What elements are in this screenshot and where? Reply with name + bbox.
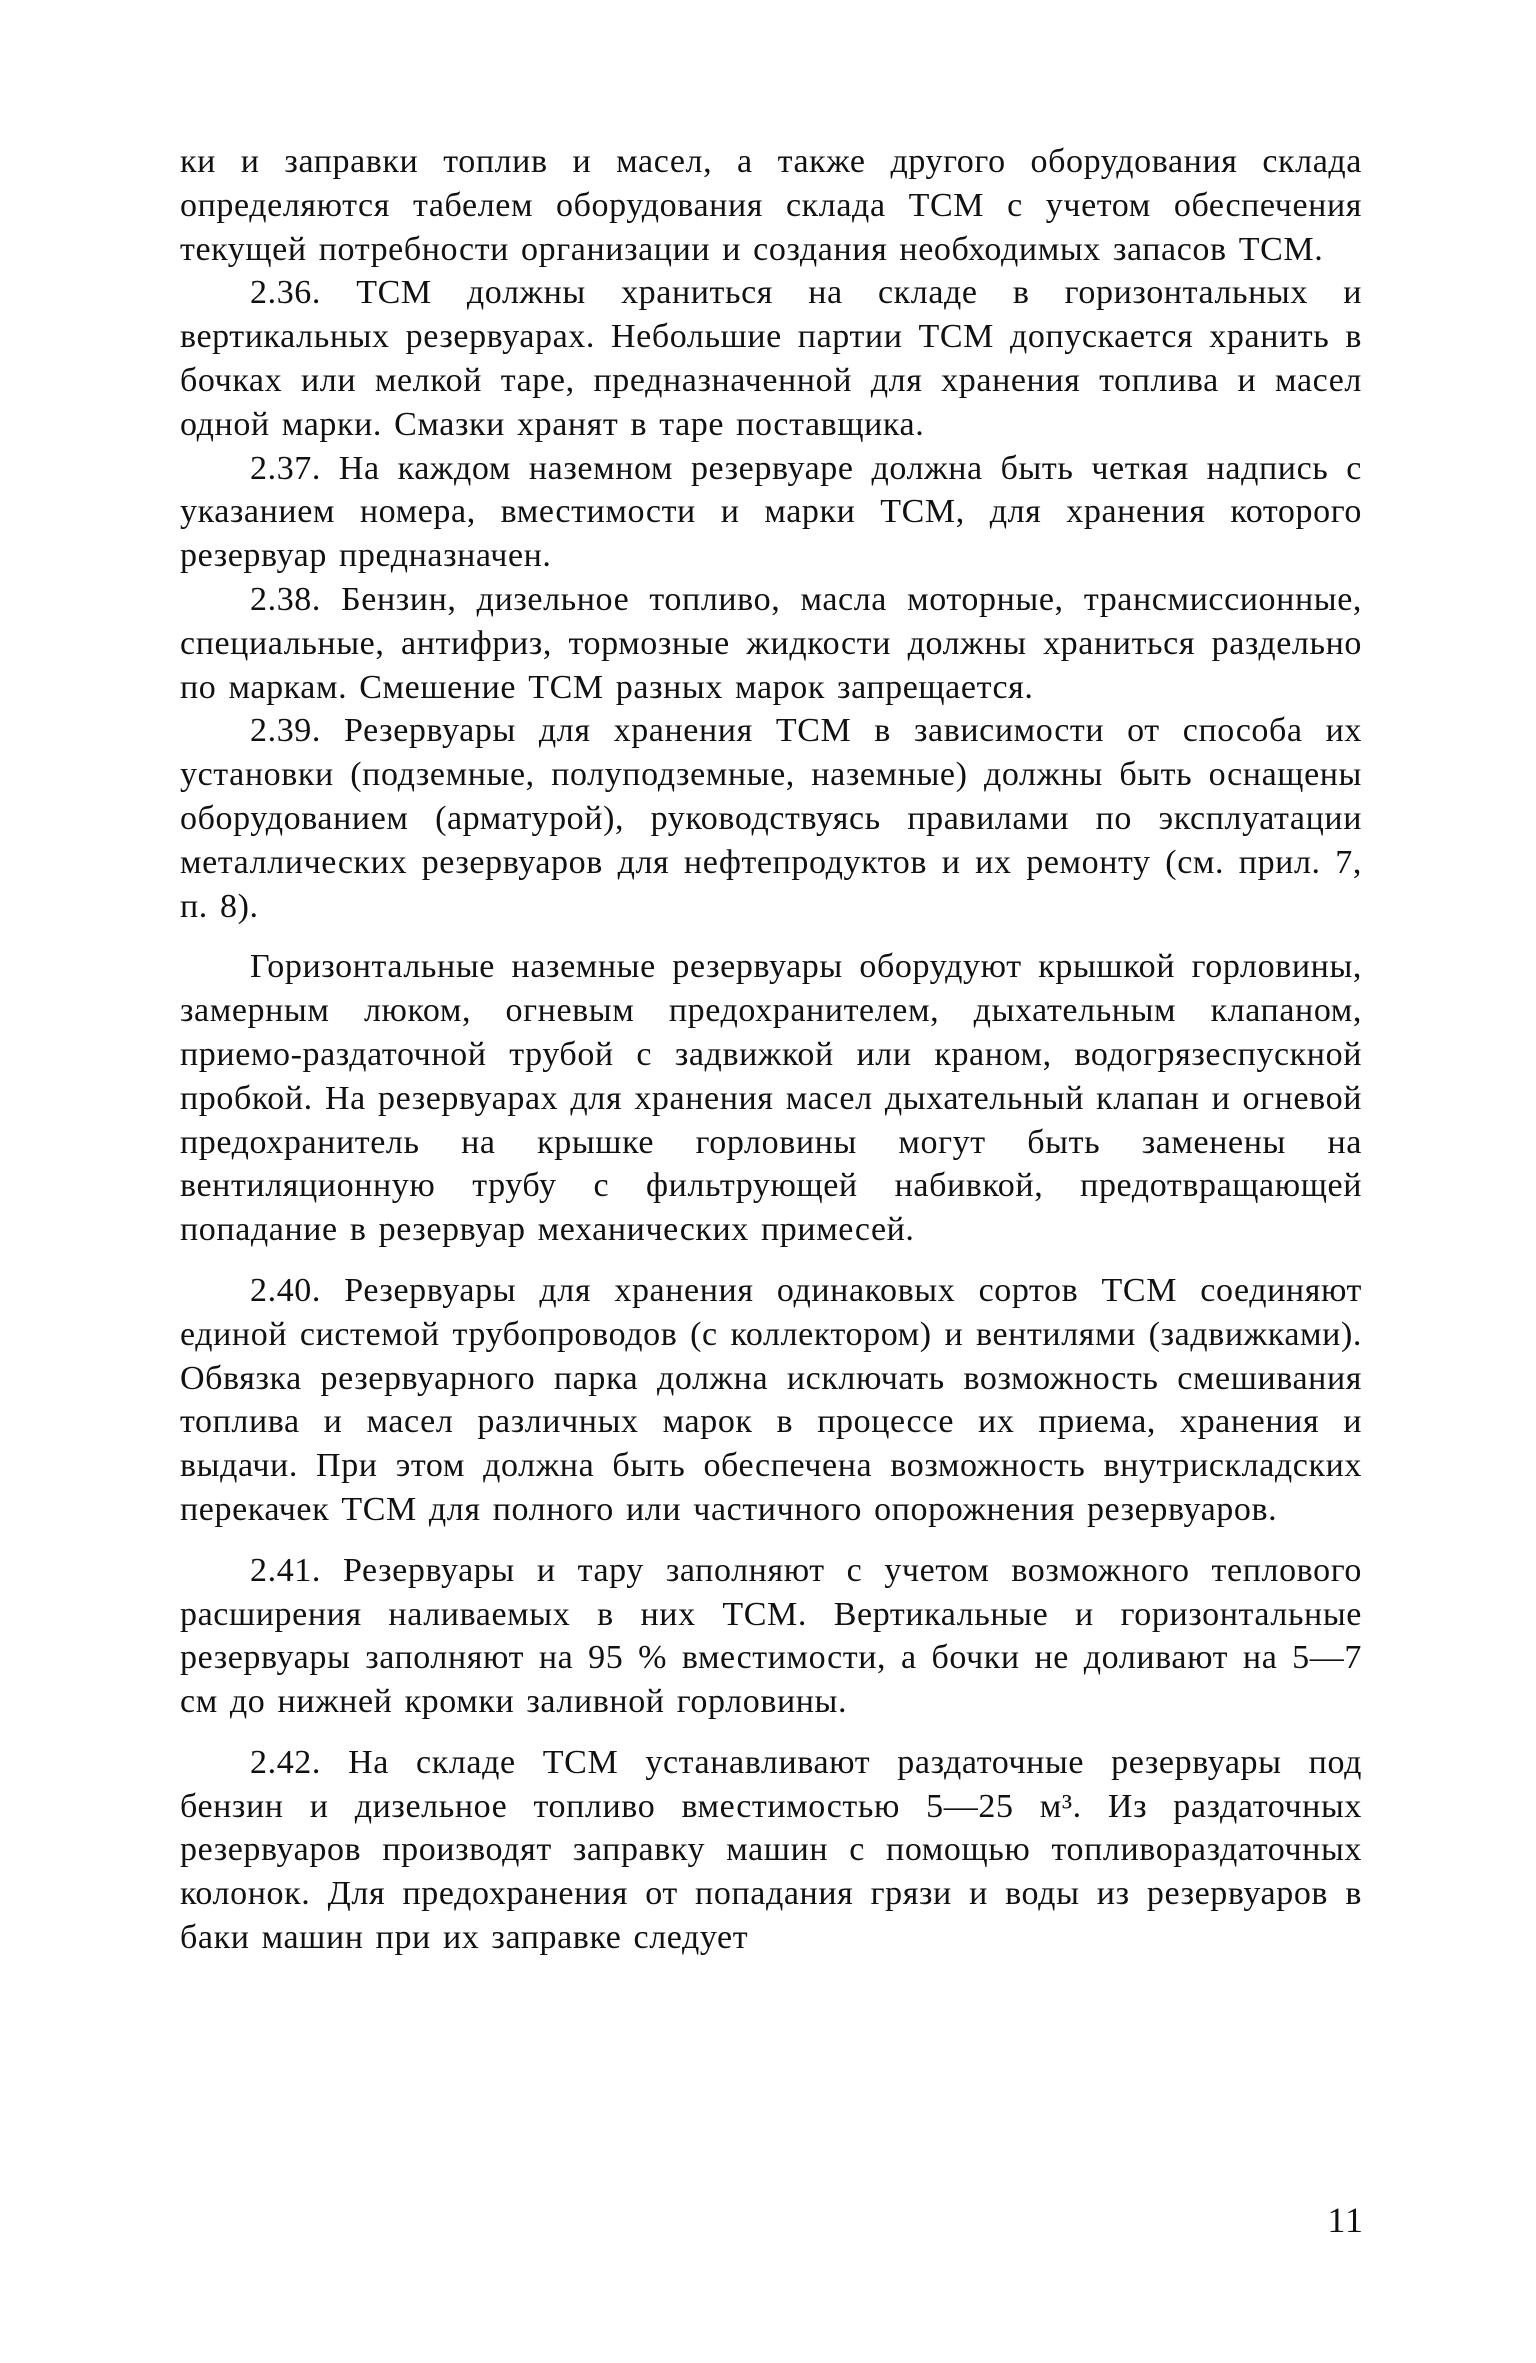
paragraph-tank-equipment xyxy=(180,945,1362,1252)
page-number: 11 xyxy=(1327,2200,1364,2240)
paragraph-2-41 xyxy=(180,1549,1362,1724)
paragraph-number: 2.38. xyxy=(250,580,321,618)
paragraph-text: ТСМ должны храниться на складе в горизонтальных и вертикальных резервуарах. Небольшие партии ТСМ допускается хранить в бочках или мелкой таре, предназначенной для хранения топлива и масел одной марки. Смазки хранят в таре поставщика. xyxy=(180,274,1362,443)
paragraph-continuation xyxy=(180,140,1362,271)
paragraph-text: Резервуары для хранения ТСМ в зависимости от способа их установки (подземные, полуподземные, наземные) должны быть оснащены оборудованием (арматурой), руководствуясь правилами по эксплуатации металлических резервуаров для нефтепродуктов и их ремонту (см. прил. 7, п. 8). xyxy=(180,712,1362,925)
paragraph-2-36 xyxy=(180,271,1362,446)
paragraph-2-38 xyxy=(180,578,1362,709)
page-body xyxy=(180,140,1362,1960)
paragraph-number: 2.37. xyxy=(250,449,321,487)
paragraph-text: Резервуары для хранения одинаковых сортов ТСМ соединяют единой системой трубопроводов (с коллектором) и вентилями (задвижками). Обвязка резервуарного парка должна исключать возможность смешивания топлива и масел различных марок в процессе их приема, хранения и выдачи. При этом должна быть обеспечена возможность внутрискладских перекачек ТСМ для полного или частичного опорожнения резервуаров. xyxy=(180,1271,1362,1528)
paragraph-text: Горизонтальные наземные резервуары оборудуют крышкой горловины, замерным люком, огневым предохранителем, дыхательным клапаном, приемо-раздаточной трубой с задвижкой или краном, водогрязеспускной пробкой. На резервуарах для хранения масел дыхательный клапан и огневой предохранитель на крышке горловины могут быть заменены на вентиляционную трубу с фильтрующей набивкой, предотвращающей попадание в резервуар механических примесей. xyxy=(180,948,1362,1249)
paragraph-number: 2.42. xyxy=(250,1743,321,1781)
paragraph-text: На каждом наземном резервуаре должна быть четкая надпись с указанием номера, вместимости и марки ТСМ, для хранения которого резервуар предназначен. xyxy=(180,449,1362,575)
paragraph-2-39 xyxy=(180,709,1362,928)
paragraph-text: На складе ТСМ устанавливают раздаточные резервуары под бензин и дизельное топливо вместимостью 5—25 м³. Из раздаточных резервуаров производят заправку машин с помощью топливораздаточных колонок. Для предохранения от попадания грязи и воды из резервуаров в баки машин при их заправке следует xyxy=(180,1743,1362,1957)
paragraph-text: Резервуары и тару заполняют с учетом возможного теплового расширения наливаемых в них ТСМ. Вертикальные и горизонтальные резервуары заполняют на 95 % вместимости, а бочки не доливают на 5—7 см до нижней кромки заливной горловины. xyxy=(180,1551,1362,1721)
paragraph-number: 2.40. xyxy=(250,1271,321,1309)
paragraph-number: 2.41. xyxy=(250,1551,321,1589)
paragraph-text: Бензин, дизельное топливо, масла моторные, трансмиссионные, специальные, антифриз, тормозные жидкости должны храниться раздельно по маркам. Смешение ТСМ разных марок запрещается. xyxy=(180,580,1362,706)
paragraph-number: 2.36. xyxy=(250,274,321,312)
paragraph-text: ки и заправки топлив и масел, а также другого оборудования склада определяются табелем оборудования склада ТСМ с учетом обеспечения текущей потребности организации и создания необходимых запасов ТСМ. xyxy=(180,143,1362,268)
paragraph-2-42 xyxy=(180,1741,1362,1960)
paragraph-2-37 xyxy=(180,447,1362,578)
paragraph-number: 2.39. xyxy=(250,712,321,750)
paragraph-2-40 xyxy=(180,1269,1362,1532)
